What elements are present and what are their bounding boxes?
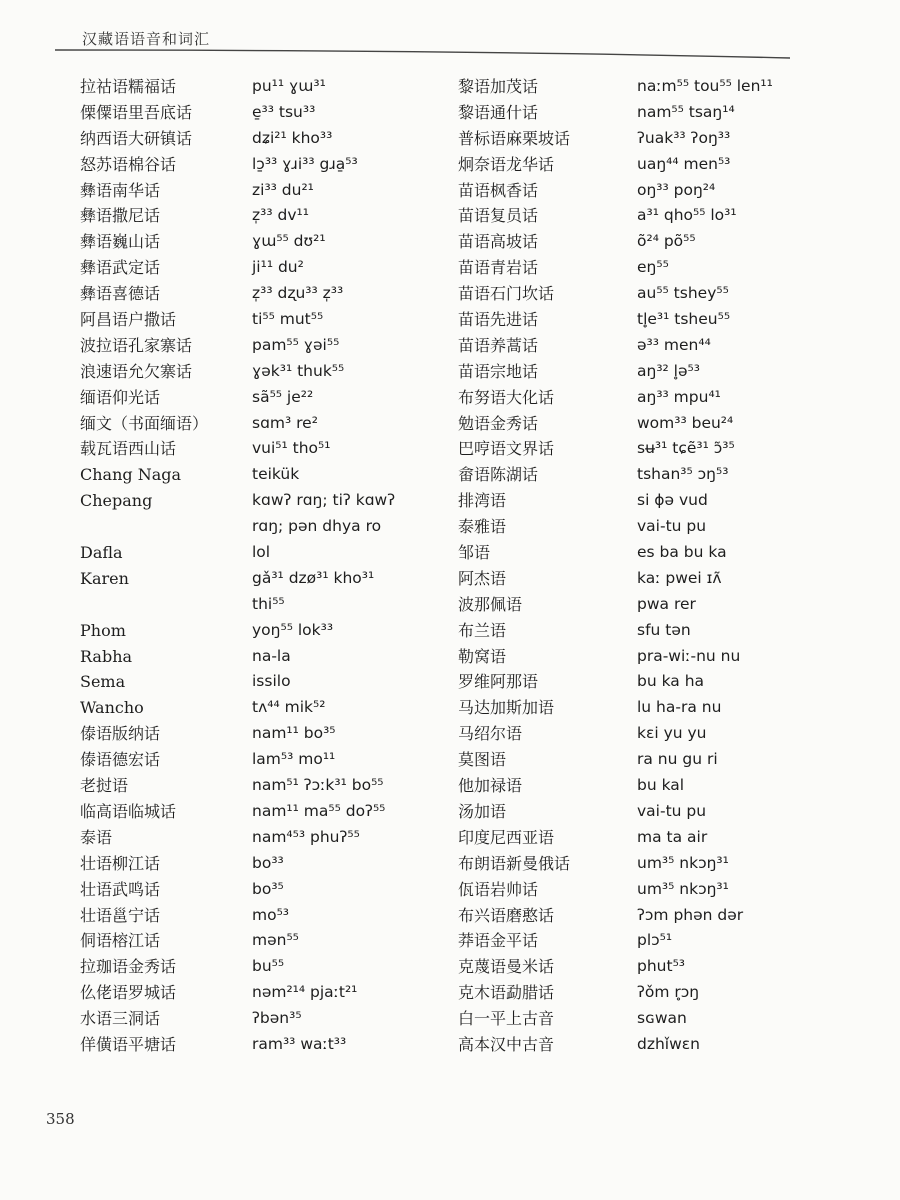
language-name: 布兴语磨憨话 <box>458 905 555 925</box>
word-form: pam⁵⁵ ɣəi⁵⁵ <box>252 335 340 354</box>
word-form: ə³³ men⁴⁴ <box>637 335 711 354</box>
word-form: ʔbən³⁵ <box>252 1009 302 1028</box>
word-form: ʔǒm r̥ɔŋ <box>637 983 700 1002</box>
word-form: pra-wiː-nu nu <box>637 646 741 665</box>
word-form: vai-tu pu <box>637 517 707 536</box>
right-form-column <box>637 74 852 1058</box>
language-name: 白一平上古音 <box>458 1009 555 1029</box>
word-form: ram³³ waːt³³ <box>252 1034 347 1053</box>
language-name: 傈僳语里吾底话 <box>80 102 193 122</box>
language-name: 佯僙语平塘话 <box>80 1034 177 1054</box>
word-form: si ɸə vud <box>637 491 708 510</box>
word-form: wom³³ beu²⁴ <box>637 413 734 432</box>
word-form: bu⁵⁵ <box>252 957 285 976</box>
language-name: 苗语高坡话 <box>458 232 539 252</box>
language-name: Rabha <box>80 646 133 666</box>
word-form: z̩³³ dv¹¹ <box>252 206 309 225</box>
language-name: 傣语版纳话 <box>80 724 161 744</box>
language-name: Karen <box>80 568 129 588</box>
word-form: lam⁵³ mo¹¹ <box>252 750 336 769</box>
word-form: nam⁵⁵ tsaŋ¹⁴ <box>637 102 735 121</box>
language-name: 纳西语大研镇话 <box>80 128 193 148</box>
language-name: 彝语喜德话 <box>80 284 161 304</box>
language-name: 载瓦语西山话 <box>80 439 177 459</box>
language-name: 波那佩语 <box>458 594 523 614</box>
word-form: lol <box>252 543 271 562</box>
left-form-column <box>252 74 467 1058</box>
language-name: 泰语 <box>80 827 113 847</box>
word-form: kaː pwei ɪʌ̃ <box>637 568 722 587</box>
word-form: ji¹¹ du² <box>252 258 304 277</box>
word-form: phut⁵³ <box>637 957 685 976</box>
word-form: rɑŋ; pən dhya ro <box>252 517 382 536</box>
language-name: Wancho <box>80 698 144 718</box>
language-name: 彝语巍山话 <box>80 232 161 252</box>
language-name: 畲语陈湖话 <box>458 465 539 485</box>
language-name: 罗维阿那语 <box>458 672 539 692</box>
word-form: um³⁵ nkɔŋ³¹ <box>637 853 729 872</box>
word-form: au⁵⁵ tshey⁵⁵ <box>637 284 729 303</box>
word-form: thi⁵⁵ <box>252 594 285 613</box>
language-name: 黎语加茂话 <box>458 77 539 96</box>
language-name: 浪速语允欠寨话 <box>80 361 193 381</box>
word-form: ra nu gu ri <box>637 750 718 769</box>
language-name: 壮语柳江话 <box>80 853 161 873</box>
language-name: 老挝语 <box>80 776 129 796</box>
language-name: 莫图语 <box>458 750 507 770</box>
word-form: aŋ³² l̥ə⁵³ <box>637 361 700 380</box>
language-name: 拉祜语糯福话 <box>80 77 177 96</box>
language-name: 怒苏语棉谷话 <box>80 154 177 174</box>
language-name: 布努语大化话 <box>458 387 555 407</box>
word-form: lɔ̱³³ ɣɹi³³ gɹa̱⁵³ <box>252 154 358 173</box>
language-name: 侗语榕江话 <box>80 931 161 951</box>
language-name: Chepang <box>80 491 153 511</box>
language-name: 苗语宗地话 <box>458 361 539 381</box>
word-form: mən⁵⁵ <box>252 931 299 950</box>
word-form: oŋ³³ poŋ²⁴ <box>637 180 716 199</box>
language-name: 马绍尔语 <box>458 724 523 744</box>
word-form: z̩³³ dʐu³³ z̩³³ <box>252 284 344 303</box>
word-form: vui⁵¹ tho⁵¹ <box>252 439 331 458</box>
language-name: 佤语岩帅话 <box>458 879 539 899</box>
word-form: ʔɔm phən dər <box>637 905 744 924</box>
word-form: yoŋ⁵⁵ lok³³ <box>252 620 334 639</box>
language-name: 马达加斯加语 <box>458 698 555 718</box>
word-form: sʉ³¹ tɕẽ³¹ ɔ̃³⁵ <box>637 439 735 458</box>
language-name: 印度尼西亚语 <box>458 827 555 847</box>
header-rule <box>55 48 790 66</box>
word-form: bu kal <box>637 776 685 795</box>
word-form: sɢwan <box>637 1009 687 1028</box>
language-name: 泰雅语 <box>458 517 507 537</box>
word-form: bo³⁵ <box>252 879 284 898</box>
word-form: kɑwʔ rɑŋ; tiʔ kɑwʔ <box>252 491 396 510</box>
language-name: 普标语麻栗坡话 <box>458 128 571 148</box>
word-form: plɔ⁵¹ <box>637 931 673 950</box>
word-form: na-la <box>252 646 291 665</box>
language-name: 克木语勐腊话 <box>458 983 555 1003</box>
word-form: uaŋ⁴⁴ men⁵³ <box>637 154 731 173</box>
word-form: gǎ³¹ dzø³¹ kho³¹ <box>252 568 375 587</box>
word-form: sã⁵⁵ je²² <box>252 387 314 406</box>
language-name: 黎语通什话 <box>458 102 539 122</box>
language-name: 苗语复员话 <box>458 206 539 226</box>
language-name: 布兰语 <box>458 620 507 640</box>
language-name: 汤加语 <box>458 801 507 821</box>
language-name: 巴哼语文界话 <box>458 439 555 459</box>
language-name: 苗语养蒿话 <box>458 335 539 355</box>
word-form: ɣɯ⁵⁵ dʊ²¹ <box>252 232 326 251</box>
word-form: issilo <box>252 672 291 691</box>
word-form: zi³³ du²¹ <box>252 180 314 199</box>
word-form: kɛi yu yu <box>637 724 707 743</box>
language-name: 克蔑语曼米话 <box>458 957 555 977</box>
word-form: tʌ⁴⁴ mik⁵² <box>252 698 326 717</box>
word-form: um³⁵ nkɔŋ³¹ <box>637 879 729 898</box>
language-name: 苗语青岩话 <box>458 258 539 278</box>
word-form: tl̥e³¹ tsheu⁵⁵ <box>637 310 731 329</box>
language-name: 临高语临城话 <box>80 801 177 821</box>
language-name: 排湾语 <box>458 491 507 511</box>
word-form: aŋ³³ mpu⁴¹ <box>637 387 721 406</box>
word-form: ɣək³¹ thuk⁵⁵ <box>252 361 345 380</box>
word-form: a³¹ qho⁵⁵ lo³¹ <box>637 206 737 225</box>
language-name: 阿杰语 <box>458 568 507 588</box>
language-name: 勒窝语 <box>458 646 507 666</box>
language-name: 布朗语新曼俄话 <box>458 853 571 873</box>
word-form: ʔuak³³ ʔoŋ³³ <box>637 128 731 147</box>
language-name: Chang Naga <box>80 465 182 485</box>
word-form: pwa rer <box>637 594 696 613</box>
word-form: es ba bu ka <box>637 543 727 562</box>
word-form: sfu tən <box>637 620 691 639</box>
language-name: 彝语南华话 <box>80 180 161 200</box>
word-form: ti⁵⁵ mut⁵⁵ <box>252 310 324 329</box>
language-name: Phom <box>80 620 126 640</box>
language-name: 莽语金平话 <box>458 931 539 951</box>
language-name: 邹语 <box>458 543 491 563</box>
language-name: 炯奈语龙华话 <box>458 154 555 174</box>
word-form: teikük <box>252 465 300 484</box>
word-form: nəm²¹⁴ pjaːt²¹ <box>252 983 358 1002</box>
running-header: 汉藏语语音和词汇 <box>82 30 211 48</box>
word-form: tshan³⁵ ɔŋ⁵³ <box>637 465 729 484</box>
language-name: 阿昌语户撒话 <box>80 310 177 330</box>
word-form: e̱³³ tsu³³ <box>252 102 316 121</box>
page-number: 358 <box>46 1110 75 1128</box>
language-name: 水语三洞话 <box>80 1009 161 1029</box>
word-form: sɑm³ re² <box>252 413 318 432</box>
language-name: 苗语枫香话 <box>458 180 539 200</box>
language-name: 拉珈语金秀话 <box>80 957 177 977</box>
word-form: naːm⁵⁵ tou⁵⁵ len¹¹ <box>637 77 773 95</box>
language-name: 他加禄语 <box>458 776 523 796</box>
language-name: Sema <box>80 672 126 692</box>
word-form: mo⁵³ <box>252 905 290 924</box>
word-form: dʑi²¹ kho³³ <box>252 128 333 147</box>
language-name: 波拉语孔家寨话 <box>80 335 193 355</box>
language-name: 高本汉中古音 <box>458 1034 555 1054</box>
word-form: nam⁴⁵³ phuʔ⁵⁵ <box>252 827 360 846</box>
language-name: 仫佬语罗城话 <box>80 983 177 1003</box>
word-form: õ²⁴ põ⁵⁵ <box>637 232 696 251</box>
language-name: 苗语先进话 <box>458 310 539 330</box>
word-form: nam¹¹ bo³⁵ <box>252 724 336 743</box>
language-name: 苗语石门坎话 <box>458 284 555 304</box>
word-form: nam¹¹ ma⁵⁵ doʔ⁵⁵ <box>252 801 386 820</box>
word-form: vai-tu pu <box>637 801 707 820</box>
word-form: bo³³ <box>252 853 284 872</box>
language-name: 壮语邕宁话 <box>80 905 161 925</box>
word-form: eŋ⁵⁵ <box>637 258 669 277</box>
language-name: 傣语德宏话 <box>80 750 161 770</box>
language-name: Dafla <box>80 543 123 563</box>
language-name: 勉语金秀话 <box>458 413 539 433</box>
word-form: ma ta air <box>637 827 708 846</box>
language-name: 彝语撒尼话 <box>80 206 161 226</box>
word-form: nam⁵¹ ʔɔːk³¹ bo⁵⁵ <box>252 776 384 795</box>
language-name: 壮语武鸣话 <box>80 879 161 899</box>
language-name: 缅语仰光话 <box>80 387 161 407</box>
language-name: 缅文（书面缅语） <box>80 413 209 433</box>
word-form: dzhǐwɛn <box>637 1034 700 1053</box>
language-name: 彝语武定话 <box>80 258 161 278</box>
word-form: bu ka ha <box>637 672 705 691</box>
word-form: pu¹¹ ɣɯ³¹ <box>252 77 326 95</box>
word-form: lu ha-ra nu <box>637 698 722 717</box>
